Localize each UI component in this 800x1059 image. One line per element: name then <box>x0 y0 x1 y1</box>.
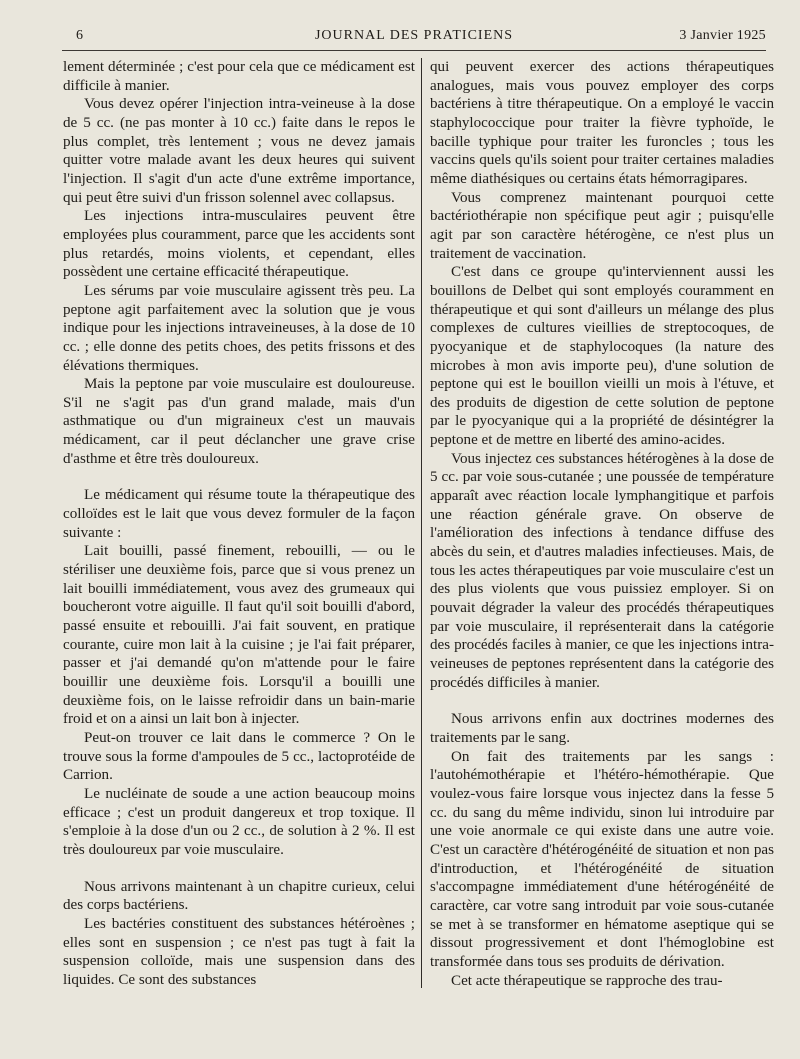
right-column <box>430 58 774 990</box>
paragraph: Les injections intra-musculaires peuvent être employées plus couramment, parce que les accidents sont plus retardés, moins violents, et cependant, elles possèdent une certaine efficacité thérapeutique. <box>63 208 415 281</box>
paragraph: Peut-on trouver ce lait dans le commerce ? On le trouve sous la forme d'ampoules de 5 cc., lactoprotéide de Carrion. <box>63 729 415 784</box>
paragraph: Le nucléinate de soude a une action beaucoup moins efficace ; c'est un produit dangereux et trop toxique. Il s'emploie à la dose d'un ou 2 cc., de solution à 2 %. Il est très douloureux par voie musculaire. <box>63 785 415 858</box>
page-number: 6 <box>76 28 84 43</box>
paragraph: Le médicament qui résume toute la thérapeutique des colloïdes est le lait que vous devez formuler de la façon suivante : <box>63 487 415 541</box>
issue-date: 3 Janvier 1925 <box>679 28 766 43</box>
paragraph: On fait des traitements par les sangs : l'autohémothérapie et l'hétéro-hémothérapie. Que voulez-vous faire lorsque vous injectez dans la fesse 5 cc. du sang du même individu, sinon lui introduire par une voie anormale ce qui existe dans une autre voie. C'est un caractère d'hétérogénéité de situation et non pas d'introduction, et l'hétérogénéité de situation s'accompagne immédiatement d'une hétérogénéité de caractère, car votre sang introduit par voie sous-cutanée se met à se transformer en hématome aseptique qui se dissout progressivement et dont l'hémoglobine est transformée dans tous ses produits de dérivation. <box>430 748 774 970</box>
paragraph: Les bactéries constituent des substances hétéroènes ; elles sont en suspension ; ce n'est pas tugt à fait la suspension colloïde, mais une suspension dans des liquides. Ce sont des substances <box>63 915 415 988</box>
journal-title: JOURNAL DES PRATICIENS <box>314 28 514 43</box>
paragraph: Vous injectez ces substances hétérogènes à la dose de 5 cc. par voie sous-cutanée ; une poussée de température apparaît avec réaction locale lymphangitique et parfois une réaction générale grave. On observe de l'amélioration des infections à tendance diffuse des abcès du sein, et d'autres maladies infectieuses. Mais, de tous les actes thérapeutiques par voie musculaire c'est un des plus violents que vous puissiez employer. Si on pouvait dégrader la valeur des procédés thérapeutiques par voie musculaire, il représenterait dans la catégorie des procédés faciles à manier, ce que les injections intra-veineuses de peptones représentent dans la catégorie des procédés difficiles à manier. <box>430 450 774 691</box>
paragraph: Nous arrivons enfin aux doctrines modernes des traitements par le sang. <box>430 711 774 746</box>
paragraph: Nous arrivons maintenant à un chapitre curieux, celui des corps bactériens. <box>63 878 415 914</box>
paragraph: Lait bouilli, passé finement, rebouilli, — ou le stériliser une deuxième fois, parce que si vous prenez un lait bouilli immédiatement, vous avez des grumeaux qui boucheront votre aiguille. Il faut qu'il soit bouilli d'abord, passé ensuite et rebouilli. J'ai fait souvent, en pratique courante, cuire mon lait à la cuisine ; je l'ai fait préparer, passer et j'ai demandé qu'on m'attende pour le faire bouillir une deuxième fois. Lorsqu'il a bouilli une deuxième fois, on le laisse refroidir dans un bain-marie froid et on a ainsi un lait bon à injecter. <box>63 543 415 728</box>
paragraph: C'est dans ce groupe qu'interviennent aussi les bouillons de Delbet qui sont employés couramment en thérapeutique et qui sont d'ailleurs un mélange des plus complexes de cultures vieillies de streptocoques, de pyocyanique et de staphylocoques (la nature des microbes à mon avis importe peu), d'une solution de peptone qui est le bouillon vieilli un mois à l'étuve, et des produits de digestion de cette solution de peptone par le pyocyanique qui a la propriété de désintégrer la peptone et de mettre en liberté des amino-acides. <box>430 264 774 449</box>
paragraph: Les sérums par voie musculaire agissent très peu. La peptone agit parfaitement avec la solution que je vous indique pour les injections intraveineuses, à la dose de 10 cc. ; elle donne des petits choes, des petits frissons et des élévations thermiques. <box>63 282 415 374</box>
column-divider <box>421 58 422 988</box>
paragraph: Vous comprenez maintenant pourquoi cette bactériothérapie non spécifique peut agir ; puisqu'elle agit par son caractère hétérogène, ce n'est plus un traitement de vaccination. <box>430 189 774 262</box>
paragraph: lement déterminée ; c'est pour cela que ce médicament est difficile à manier. <box>63 59 415 94</box>
header-rule <box>62 50 766 51</box>
paragraph: qui peuvent exercer des actions thérapeutiques analogues, mais vous pouvez employer des corps bactériens à titre thérapeutique. On a employé le vaccin staphylococcique pour traiter la fièvre typhoïde, le bacille typhique pour traiter les furoncles ; tous les vaccins quels qu'ils soient pour traiter certaines maladies même diathésiques ou certains états hémorragipares. <box>430 59 774 187</box>
paragraph: Mais la peptone par voie musculaire est douloureuse. S'il ne s'agit pas d'un grand malade, mais d'un asthmatique ou d'un migraineux c'est un mauvais médicament, car il peut déclancher une grave crise d'asthme et être très douloureux. <box>63 376 415 467</box>
running-header <box>62 26 766 48</box>
left-column <box>63 58 415 990</box>
paragraph: Vous devez opérer l'injection intra-veineuse à la dose de 5 cc. (ne pas monter à 10 cc.) faite dans le repos le plus complet, très lentement ; vous ne devez jamais quitter votre malade avant les deux heures qui suivent l'injection. Il s'agit d'un acte d'une extrême importance, qui peut être suivi d'un frisson solennel avec collapsus. <box>63 96 415 206</box>
paragraph: Cet acte thérapeutique se rapproche des trau- <box>451 972 723 989</box>
